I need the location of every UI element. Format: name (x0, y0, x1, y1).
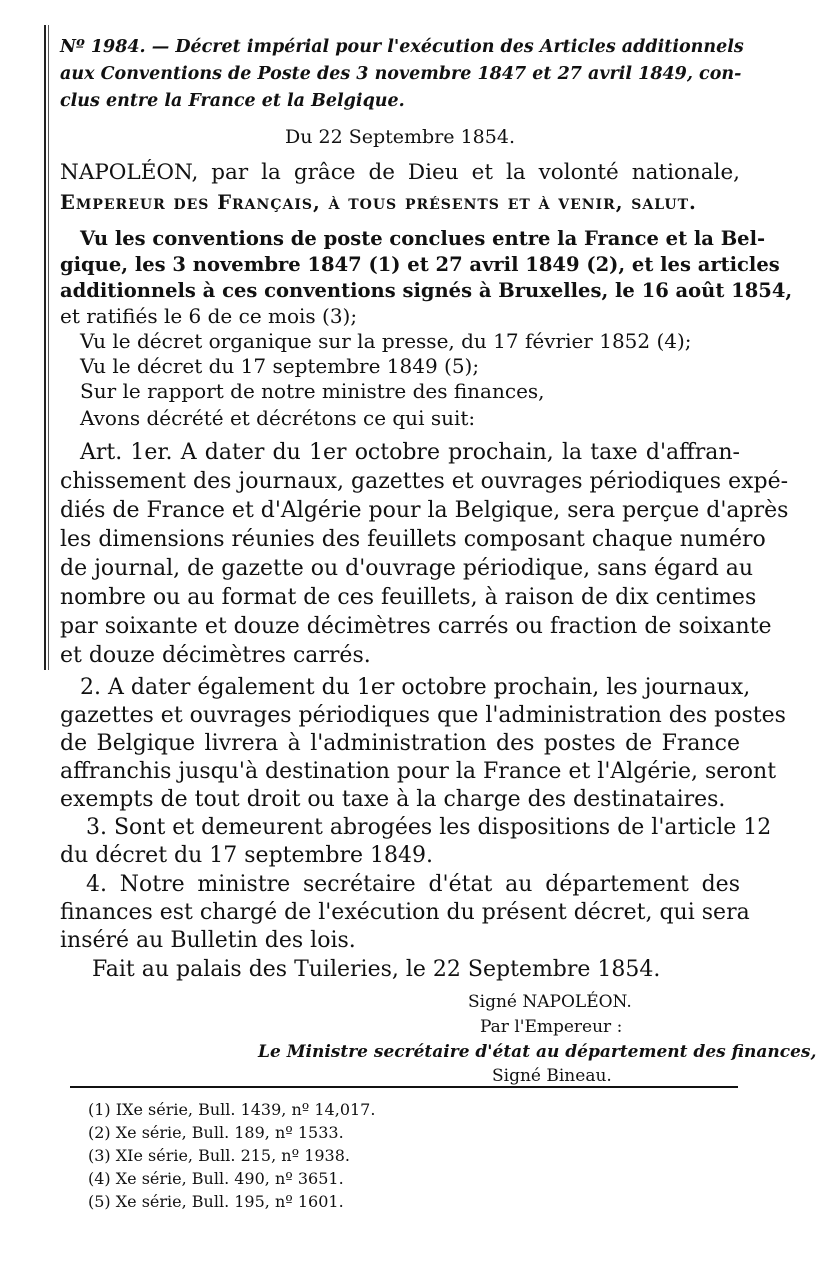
visa-3: Vu le décret du 17 septembre 1849 (5); (80, 354, 480, 378)
preamble-line-1: NAPOLÉON, par la grâce de Dieu et la volonté nationale, (60, 160, 740, 185)
article-1-line-7: par soixante et douze décimètres carrés ou fraction de soixante (60, 614, 772, 639)
article-3-line-1: 3. Sont et demeurent abrogées les dispositions de l'article 12 (86, 815, 772, 840)
article-2-line-1: 2. A dater également du 1er octobre prochain, les journaux, (80, 675, 751, 700)
closing-line: Fait au palais des Tuileries, le 22 Septembre 1854. (92, 957, 661, 982)
visa-1-line-2: gique, les 3 novembre 1847 (1) et 27 avril 1849 (2), et les articles (60, 253, 780, 276)
enacting-clause: Avons décrété et décrétons ce qui suit: (80, 406, 476, 430)
article-2-line-3: de Belgique livrera à l'administration des postes de France (60, 731, 740, 756)
footnote-2: (2) Xe série, Bull. 189, nº 1533. (88, 1123, 344, 1142)
visa-1-line-1: Vu les conventions de poste conclues entre la France et la Bel- (80, 227, 766, 250)
signature-minister-title: Le Ministre secrétaire d'état au département des finances, (258, 1042, 817, 1062)
article-2-line-4: affranchis jusqu'à destination pour la France et l'Algérie, seront (60, 759, 777, 784)
visa-1-line-3: additionnels à ces conventions signés à Bruxelles, le 16 août 1854, (60, 279, 793, 302)
decree-title-line-1: Nº 1984. — Décret impérial pour l'exécution des Articles additionnels (60, 37, 744, 57)
visa-2: Vu le décret organique sur la presse, du 17 février 1852 (4); (80, 329, 692, 353)
article-1-line-3: diés de France et d'Algérie pour la Belgique, sera perçue d'après (60, 498, 789, 523)
article-1-line-5: de journal, de gazette ou d'ouvrage périodique, sans égard au (60, 556, 754, 581)
footnote-4: (4) Xe série, Bull. 490, nº 3651. (88, 1169, 344, 1188)
preamble-line-2: Empereur des Français, à tous présents et à venir, salut. (60, 191, 697, 214)
signature-bineau: Signé Bineau. (492, 1066, 612, 1086)
article-1-line-8: et douze décimètres carrés. (60, 643, 371, 668)
article-4-line-3: inséré au Bulletin des lois. (60, 928, 356, 953)
footnote-1: (1) IXe série, Bull. 1439, nº 14,017. (88, 1100, 376, 1119)
left-margin-rule (44, 25, 46, 670)
article-2-line-5: exempts de tout droit ou taxe à la charge des destinataires. (60, 787, 726, 812)
visa-4: Sur le rapport de notre ministre des finances, (80, 379, 545, 403)
signature-par-empereur: Par l'Empereur : (480, 1017, 623, 1037)
article-3-line-2: du décret du 17 septembre 1849. (60, 843, 433, 868)
article-1-line-4: les dimensions réunies des feuillets composant chaque numéro (60, 527, 766, 552)
decree-title-line-2: aux Conventions de Poste des 3 novembre 1847 et 27 avril 1849, con- (60, 64, 742, 84)
decree-title-line-3: clus entre la France et la Belgique. (60, 91, 405, 111)
article-4-line-2: finances est chargé de l'exécution du présent décret, qui sera (60, 900, 750, 925)
footnote-separator (70, 1086, 738, 1088)
article-4-line-1: 4. Notre ministre secrétaire d'état au département des (86, 872, 740, 897)
footnote-5: (5) Xe série, Bull. 195, nº 1601. (88, 1192, 344, 1211)
footnote-3: (3) XIe série, Bull. 215, nº 1938. (88, 1146, 350, 1165)
article-1-line-1: Art. 1er. A dater du 1er octobre prochain, la taxe d'affran- (80, 440, 740, 465)
visa-1-line-4: et ratifiés le 6 de ce mois (3); (60, 304, 358, 328)
article-2-line-2: gazettes et ouvrages périodiques que l'administration des postes (60, 703, 786, 728)
decree-date: Du 22 Septembre 1854. (285, 126, 515, 148)
signature-napoleon: Signé NAPOLÉON. (468, 992, 632, 1012)
article-1-line-6: nombre ou au format de ces feuillets, à raison de dix centimes (60, 585, 757, 610)
left-margin-rule-inner (48, 25, 49, 670)
article-1-line-2: chissement des journaux, gazettes et ouvrages périodiques expé- (60, 469, 789, 494)
